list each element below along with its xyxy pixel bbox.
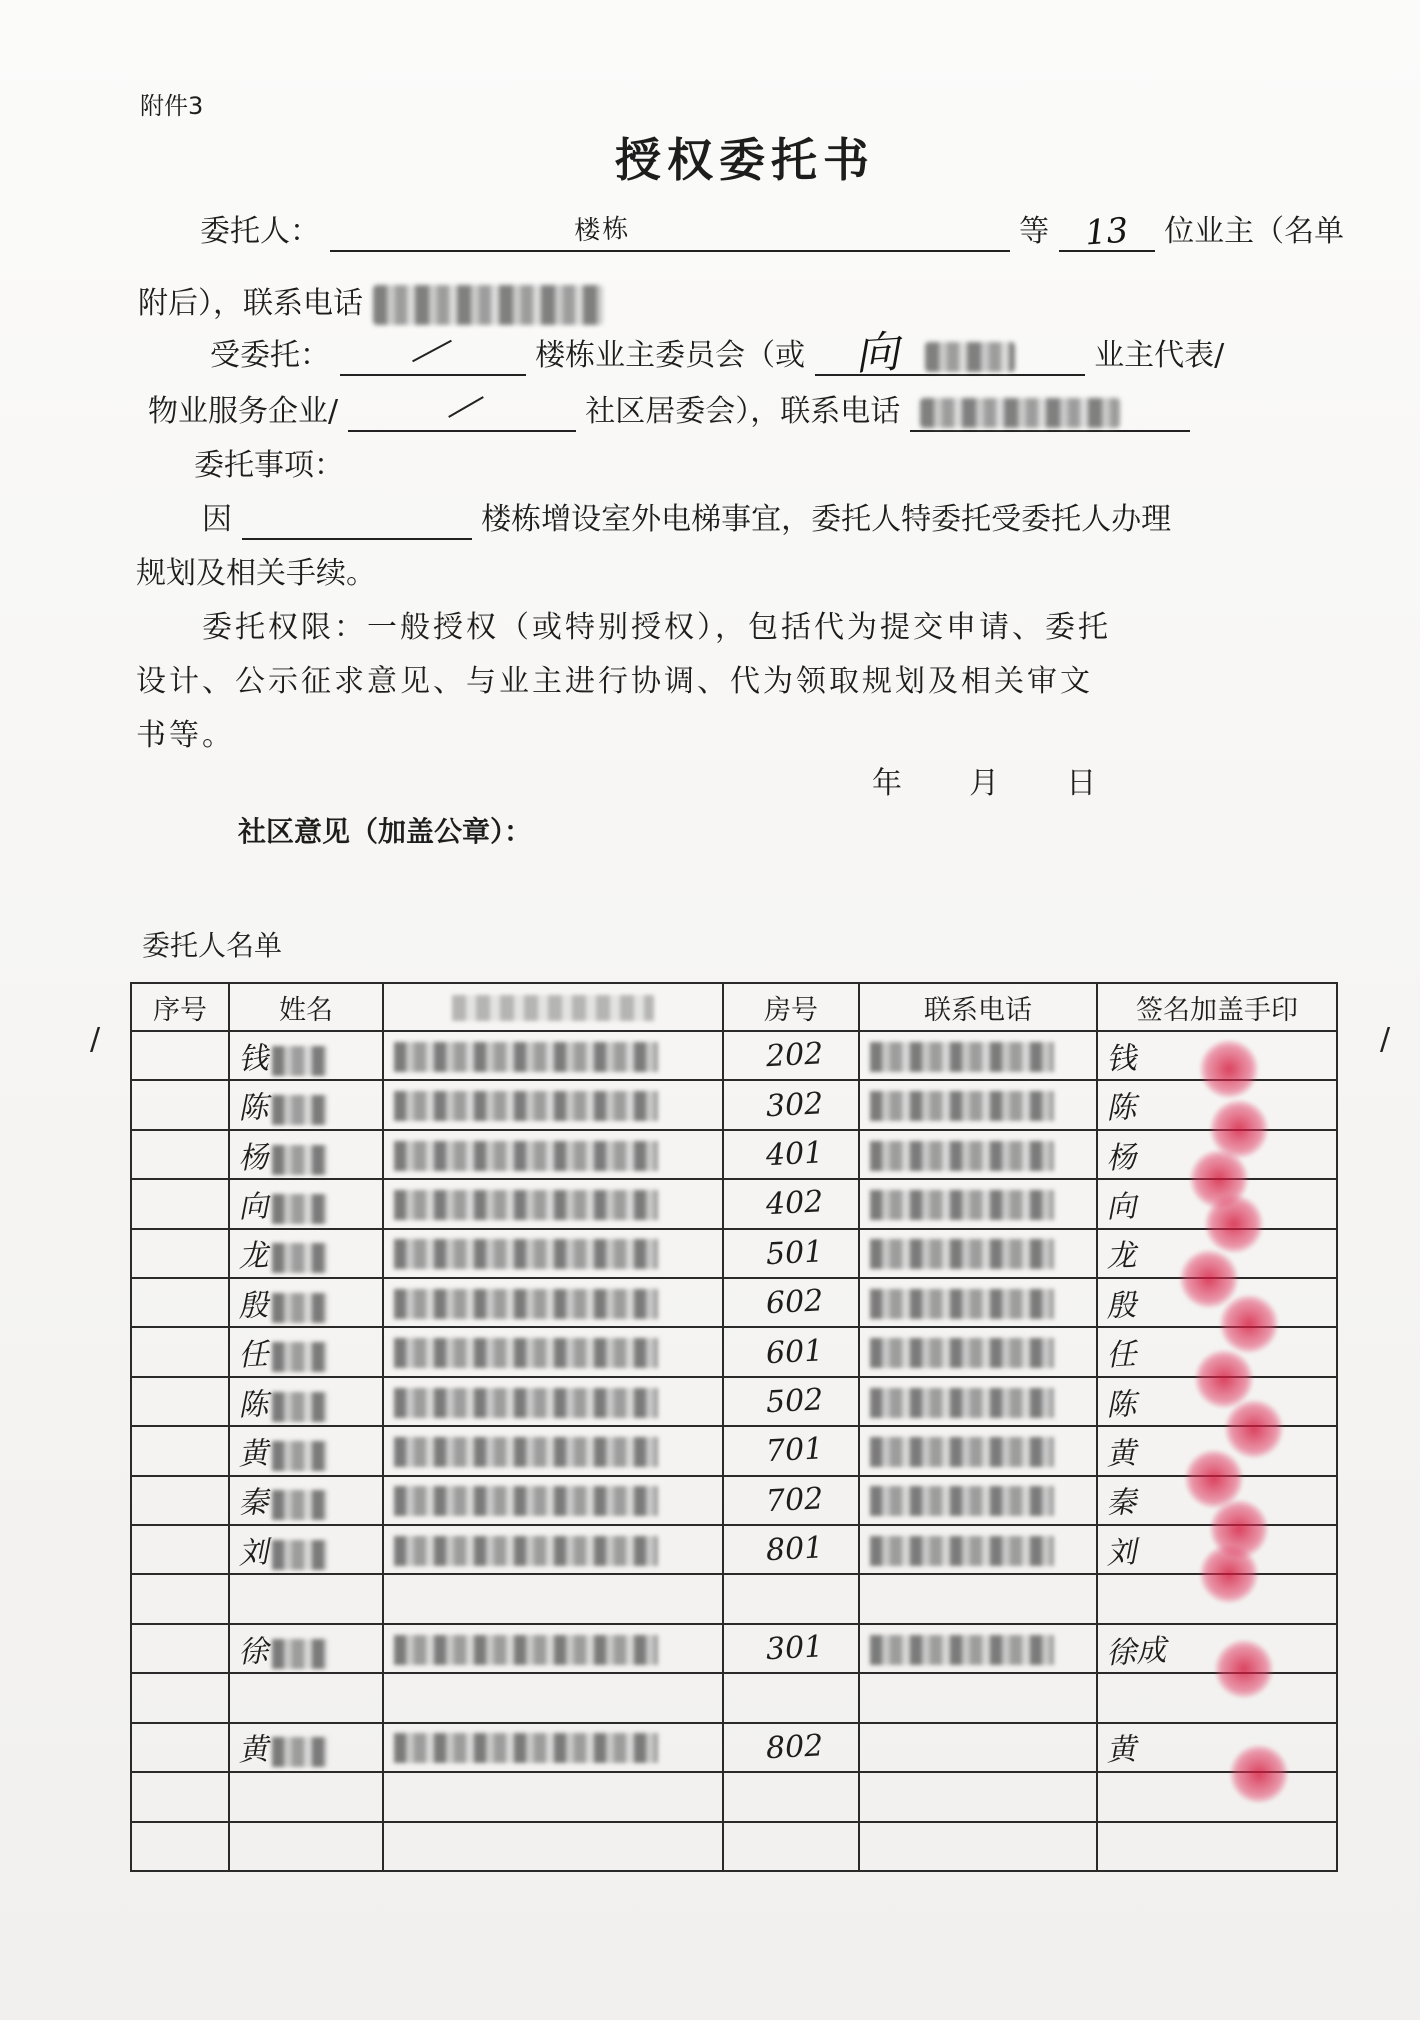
row-room bbox=[723, 1822, 859, 1872]
row-id-redacted-blur bbox=[394, 1486, 658, 1516]
row-name-text: 陈 bbox=[237, 1090, 270, 1127]
row-id-redacted-blur bbox=[394, 1338, 658, 1368]
row-name bbox=[229, 1426, 383, 1475]
row-name bbox=[229, 1624, 383, 1673]
row-phone-redacted-blur bbox=[870, 1388, 1054, 1418]
row-room bbox=[723, 1278, 859, 1327]
principal-blank bbox=[330, 212, 1010, 252]
row-signature bbox=[1097, 1723, 1337, 1772]
table-row bbox=[131, 1673, 1337, 1722]
row-id-redacted-blur bbox=[394, 1289, 658, 1319]
row-name bbox=[229, 1130, 383, 1179]
row-seq bbox=[131, 1476, 229, 1525]
matter-building-handwriting bbox=[271, 502, 442, 535]
row-room-text: 202 bbox=[765, 1036, 825, 1075]
agent-committee-blank bbox=[340, 336, 526, 376]
row-id-redacted-blur bbox=[394, 1635, 658, 1665]
name-redacted bbox=[272, 1639, 327, 1669]
row-phone-redacted bbox=[859, 1624, 1097, 1673]
row-room-text: 401 bbox=[765, 1135, 825, 1174]
strike-mark bbox=[412, 340, 452, 362]
agent-line bbox=[210, 326, 1225, 381]
row-name bbox=[229, 1525, 383, 1574]
row-phone-redacted-blur bbox=[870, 1042, 1054, 1072]
fingerprint-stamp bbox=[1195, 1350, 1253, 1408]
row-id-redacted bbox=[383, 1377, 723, 1426]
row-phone-redacted bbox=[859, 1723, 1097, 1772]
row-name bbox=[229, 1574, 383, 1623]
row-name bbox=[229, 1080, 383, 1129]
header-room: 房号 bbox=[723, 983, 859, 1031]
principal-count-label: 等 bbox=[1019, 214, 1050, 249]
row-signature bbox=[1097, 1822, 1337, 1872]
name-redacted bbox=[272, 1540, 327, 1570]
fingerprint-stamp bbox=[1205, 1195, 1263, 1253]
name-redacted bbox=[272, 1293, 327, 1323]
row-signature-text: 徐成 bbox=[1105, 1632, 1168, 1671]
table-row bbox=[131, 1476, 1337, 1525]
row-id-redacted bbox=[383, 1574, 723, 1623]
row-room-text: 602 bbox=[765, 1283, 825, 1322]
name-redacted bbox=[272, 1194, 327, 1224]
row-name bbox=[229, 1031, 383, 1080]
table-row bbox=[131, 1822, 1337, 1872]
name-redacted bbox=[272, 1046, 327, 1076]
principal-count: 13 bbox=[1083, 210, 1130, 254]
header-seq: 序号 bbox=[131, 983, 229, 1031]
matter-line bbox=[202, 500, 1171, 540]
row-seq bbox=[131, 1031, 229, 1080]
principal-handwriting-tail bbox=[644, 220, 944, 236]
row-room-text: 501 bbox=[765, 1234, 825, 1273]
row-seq bbox=[131, 1130, 229, 1179]
row-name-text: 龙 bbox=[237, 1238, 270, 1275]
header-id-redacted bbox=[383, 983, 723, 1031]
table-row bbox=[131, 1278, 1337, 1327]
row-phone-redacted-blur bbox=[870, 1190, 1054, 1220]
row-phone-redacted bbox=[859, 1327, 1097, 1376]
agent-phone-blank bbox=[910, 392, 1190, 432]
row-seq bbox=[131, 1229, 229, 1278]
property-company-blank bbox=[348, 392, 576, 432]
row-name-text: 向 bbox=[237, 1188, 270, 1226]
row-name-text: 黄 bbox=[237, 1435, 270, 1473]
row-phone-redacted bbox=[859, 1574, 1097, 1623]
name-redacted bbox=[272, 1737, 327, 1767]
table-row bbox=[131, 1031, 1337, 1080]
row-id-redacted-blur bbox=[394, 1733, 658, 1763]
row-room-text: 702 bbox=[765, 1481, 825, 1520]
principal-building-word: 楼栋 bbox=[573, 213, 631, 247]
principal-list-title: 委托人名单 bbox=[142, 929, 283, 962]
row-room-text: 802 bbox=[765, 1728, 825, 1767]
name-redacted bbox=[272, 1392, 327, 1422]
principal-phone-redacted bbox=[373, 285, 603, 325]
row-id-redacted-blur bbox=[394, 1042, 658, 1072]
row-signature-text: 任 bbox=[1105, 1337, 1138, 1374]
fingerprint-stamp bbox=[1200, 1545, 1258, 1603]
row-id-redacted bbox=[383, 1525, 723, 1574]
row-seq bbox=[131, 1525, 229, 1574]
row-id-redacted-blur bbox=[394, 1536, 658, 1566]
agent-representative-blank bbox=[815, 326, 1085, 381]
agent-representative-label: 业主代表/ bbox=[1094, 338, 1225, 373]
row-name bbox=[229, 1723, 383, 1772]
scope-line-1: 委托权限：一般授权（或特别授权），包括代为提交申请、委托 bbox=[202, 610, 1111, 645]
agent-representative-redacted bbox=[925, 342, 1015, 372]
row-phone-redacted bbox=[859, 1377, 1097, 1426]
principal-count-blank bbox=[1059, 212, 1155, 252]
row-room bbox=[723, 1574, 859, 1623]
row-phone-redacted-blur bbox=[870, 1239, 1054, 1269]
name-redacted bbox=[272, 1145, 327, 1175]
row-phone-redacted-blur bbox=[870, 1141, 1054, 1171]
attachment-label: 附件3 bbox=[140, 92, 204, 120]
table-row bbox=[131, 1574, 1337, 1623]
row-seq bbox=[131, 1822, 229, 1872]
matter-text: 楼栋增设室外电梯事宜，委托人特委托受委托人办理 bbox=[481, 502, 1172, 537]
principal-phone-line bbox=[138, 284, 603, 325]
row-room bbox=[723, 1624, 859, 1673]
fingerprint-stamp bbox=[1215, 1640, 1273, 1698]
row-name bbox=[229, 1327, 383, 1376]
row-id-redacted bbox=[383, 1426, 723, 1475]
row-signature-text: 钱 bbox=[1105, 1040, 1138, 1078]
row-seq bbox=[131, 1723, 229, 1772]
row-id-redacted bbox=[383, 1080, 723, 1129]
fingerprint-stamp bbox=[1180, 1250, 1238, 1308]
row-name-text: 殷 bbox=[237, 1287, 270, 1325]
row-signature-text: 向 bbox=[1105, 1188, 1138, 1226]
matter-prefix: 因 bbox=[202, 502, 232, 537]
name-redacted bbox=[272, 1095, 327, 1125]
margin-mark: / bbox=[90, 1022, 101, 1057]
row-room-text: 502 bbox=[765, 1382, 825, 1421]
row-id-redacted bbox=[383, 1624, 723, 1673]
row-name-text: 黄 bbox=[237, 1732, 270, 1769]
row-room-text: 402 bbox=[765, 1184, 825, 1223]
table-row bbox=[131, 1377, 1337, 1426]
row-room bbox=[723, 1772, 859, 1821]
row-phone-redacted-blur bbox=[870, 1437, 1054, 1467]
agent-committee-label: 楼栋业主委员会（或 bbox=[535, 338, 806, 373]
community-committee-label: 社区居委会），联系电话 bbox=[585, 394, 901, 429]
row-signature-text: 黄 bbox=[1105, 1732, 1138, 1769]
name-redacted bbox=[272, 1441, 327, 1471]
row-room bbox=[723, 1080, 859, 1129]
row-room-text: 801 bbox=[765, 1530, 825, 1569]
row-phone-redacted bbox=[859, 1476, 1097, 1525]
row-id-redacted bbox=[383, 1130, 723, 1179]
row-seq bbox=[131, 1278, 229, 1327]
row-id-redacted bbox=[383, 1327, 723, 1376]
row-name-text: 钱 bbox=[237, 1040, 270, 1078]
principal-label: 委托人： bbox=[200, 214, 320, 249]
row-seq bbox=[131, 1574, 229, 1623]
row-signature bbox=[1097, 1772, 1337, 1821]
row-phone-redacted-blur bbox=[870, 1635, 1054, 1665]
row-phone-redacted bbox=[859, 1822, 1097, 1872]
table-row bbox=[131, 1080, 1337, 1129]
row-name-text: 杨 bbox=[237, 1139, 270, 1177]
margin-mark: / bbox=[1380, 1022, 1391, 1057]
agent-phone-redacted bbox=[920, 398, 1120, 428]
row-id-redacted bbox=[383, 1822, 723, 1872]
row-room bbox=[723, 1673, 859, 1722]
row-phone-redacted bbox=[859, 1229, 1097, 1278]
row-name bbox=[229, 1278, 383, 1327]
name-redacted bbox=[272, 1490, 327, 1520]
document-title: 授权委托书 bbox=[615, 133, 875, 187]
row-signature-text: 陈 bbox=[1105, 1386, 1138, 1424]
row-phone-redacted-blur bbox=[870, 1536, 1054, 1566]
row-phone-redacted bbox=[859, 1130, 1097, 1179]
row-room-text: 302 bbox=[765, 1085, 825, 1124]
row-id-redacted bbox=[383, 1179, 723, 1228]
matter-line-2: 规划及相关手续。 bbox=[136, 556, 376, 591]
row-room bbox=[723, 1179, 859, 1228]
row-phone-redacted bbox=[859, 1080, 1097, 1129]
row-name bbox=[229, 1476, 383, 1525]
row-phone-redacted-blur bbox=[870, 1486, 1054, 1516]
row-name bbox=[229, 1179, 383, 1228]
row-room bbox=[723, 1229, 859, 1278]
row-phone-redacted bbox=[859, 1673, 1097, 1722]
scope-line-2: 设计、公示征求意见、与业主进行协调、代为领取规划及相关审文 bbox=[136, 664, 1093, 699]
row-phone-redacted bbox=[859, 1772, 1097, 1821]
table-row bbox=[131, 1130, 1337, 1179]
agent-representative-name: 向 bbox=[852, 326, 901, 381]
principal-phone-label: 附后），联系电话 bbox=[138, 286, 363, 321]
agent-phone-line bbox=[148, 392, 1190, 432]
row-seq bbox=[131, 1377, 229, 1426]
row-phone-redacted bbox=[859, 1426, 1097, 1475]
agent-label: 受委托： bbox=[210, 338, 330, 373]
community-opinion: 社区意见（加盖公章）： bbox=[238, 815, 533, 848]
principal-handwriting bbox=[339, 187, 945, 264]
row-id-redacted bbox=[383, 1772, 723, 1821]
row-room bbox=[723, 1426, 859, 1475]
row-name-text: 陈 bbox=[237, 1386, 270, 1424]
row-name-text: 徐 bbox=[237, 1633, 270, 1671]
name-redacted bbox=[272, 1243, 327, 1273]
row-seq bbox=[131, 1772, 229, 1821]
row-seq bbox=[131, 1426, 229, 1475]
matter-label: 委托事项： bbox=[194, 448, 344, 483]
principal-table bbox=[130, 982, 1338, 1872]
row-seq bbox=[131, 1179, 229, 1228]
row-id-redacted-blur bbox=[394, 1388, 658, 1418]
row-phone-redacted bbox=[859, 1031, 1097, 1080]
row-signature-text: 黄 bbox=[1105, 1435, 1138, 1473]
fingerprint-stamp bbox=[1220, 1295, 1278, 1353]
row-room bbox=[723, 1130, 859, 1179]
row-id-redacted-blur bbox=[394, 1437, 658, 1467]
principal-handwriting-scribble bbox=[339, 214, 560, 259]
row-id-redacted bbox=[383, 1229, 723, 1278]
row-room bbox=[723, 1377, 859, 1426]
row-id-redacted-blur bbox=[394, 1239, 658, 1269]
row-signature-text: 刘 bbox=[1105, 1534, 1138, 1572]
table-row bbox=[131, 1525, 1337, 1574]
row-room-text: 601 bbox=[765, 1332, 825, 1371]
row-room bbox=[723, 1525, 859, 1574]
row-id-redacted-blur bbox=[394, 1141, 658, 1171]
table-header-row bbox=[131, 983, 1337, 1031]
row-id-redacted bbox=[383, 1673, 723, 1722]
table-row bbox=[131, 1179, 1337, 1228]
date-line bbox=[872, 764, 1096, 804]
table-row bbox=[131, 1772, 1337, 1821]
row-name bbox=[229, 1229, 383, 1278]
row-signature-text: 殷 bbox=[1105, 1287, 1138, 1325]
property-company-label: 物业服务企业/ bbox=[148, 394, 339, 429]
row-room bbox=[723, 1327, 859, 1376]
matter-building-blank bbox=[242, 500, 472, 540]
row-name-text: 任 bbox=[237, 1337, 270, 1374]
row-phone-redacted-blur bbox=[870, 1289, 1054, 1319]
row-seq bbox=[131, 1327, 229, 1376]
principal-line bbox=[200, 212, 1344, 252]
row-signature-text: 龙 bbox=[1105, 1238, 1138, 1275]
row-name-text: 刘 bbox=[237, 1534, 270, 1572]
row-signature-text: 杨 bbox=[1105, 1139, 1138, 1177]
row-signature-text: 秦 bbox=[1105, 1485, 1138, 1522]
header-phone: 联系电话 bbox=[859, 983, 1097, 1031]
row-name-text: 秦 bbox=[237, 1485, 270, 1522]
row-phone-redacted bbox=[859, 1179, 1097, 1228]
row-phone-redacted-blur bbox=[870, 1338, 1054, 1368]
header-name: 姓名 bbox=[229, 983, 383, 1031]
row-id-redacted bbox=[383, 1723, 723, 1772]
row-name bbox=[229, 1822, 383, 1872]
header-sign: 签名加盖手印 bbox=[1097, 983, 1337, 1031]
table-row bbox=[131, 1426, 1337, 1475]
date-month: 月 bbox=[969, 766, 1000, 801]
strike-mark bbox=[448, 396, 484, 418]
row-room bbox=[723, 1031, 859, 1080]
fingerprint-stamp bbox=[1230, 1745, 1288, 1803]
row-id-redacted bbox=[383, 1476, 723, 1525]
table-row bbox=[131, 1327, 1337, 1376]
row-signature-text: 陈 bbox=[1105, 1090, 1138, 1127]
row-room bbox=[723, 1476, 859, 1525]
date-year: 年 bbox=[872, 766, 902, 801]
date-day: 日 bbox=[1066, 766, 1097, 801]
row-name bbox=[229, 1772, 383, 1821]
table-row bbox=[131, 1723, 1337, 1772]
row-seq bbox=[131, 1673, 229, 1722]
row-room bbox=[723, 1723, 859, 1772]
name-redacted bbox=[272, 1342, 327, 1372]
row-phone-redacted-blur bbox=[870, 1091, 1054, 1121]
row-room-text: 701 bbox=[765, 1431, 825, 1470]
row-id-redacted-blur bbox=[394, 1091, 658, 1121]
row-name bbox=[229, 1673, 383, 1722]
scope-line-3: 书等。 bbox=[136, 718, 235, 753]
row-seq bbox=[131, 1624, 229, 1673]
row-id-redacted-blur bbox=[394, 1190, 658, 1220]
row-phone-redacted bbox=[859, 1525, 1097, 1574]
table-row bbox=[131, 1624, 1337, 1673]
row-id-redacted bbox=[383, 1278, 723, 1327]
fingerprint-stamp bbox=[1225, 1400, 1283, 1458]
row-name bbox=[229, 1377, 383, 1426]
row-phone-redacted bbox=[859, 1278, 1097, 1327]
fingerprint-stamp bbox=[1200, 1040, 1258, 1098]
table-row bbox=[131, 1229, 1337, 1278]
row-seq bbox=[131, 1080, 229, 1129]
principal-suffix: 位业主（名单 bbox=[1164, 214, 1345, 249]
row-room-text: 301 bbox=[765, 1629, 825, 1668]
row-id-redacted bbox=[383, 1031, 723, 1080]
